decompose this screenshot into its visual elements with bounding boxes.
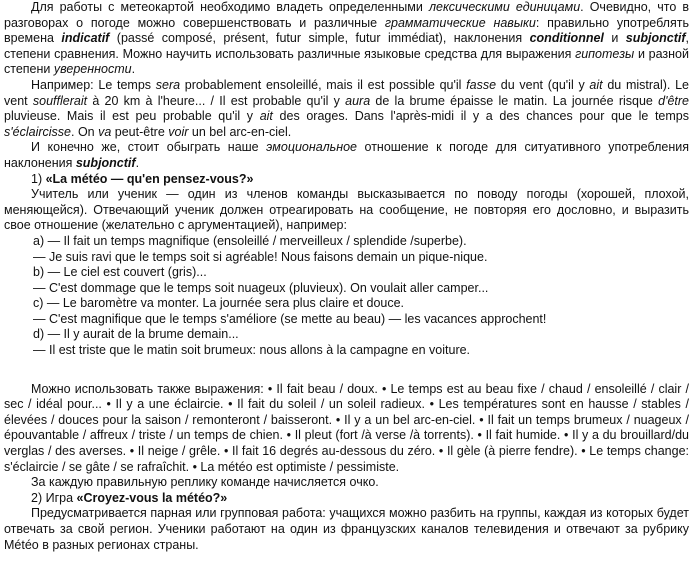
text: peut-être xyxy=(111,124,169,139)
term: subjonctif xyxy=(625,31,686,46)
text: un bel arc-en-ciel. xyxy=(188,124,292,139)
spacer xyxy=(4,359,689,382)
text: . xyxy=(135,155,140,170)
heading-title: «Croyez-vous la météo?» xyxy=(76,490,228,505)
dialogue-line: b) — Le ciel est couvert (gris)... xyxy=(33,265,207,280)
emphasis: s'éclaircisse xyxy=(4,124,71,139)
dialogue-line: c) — Le baromètre va monter. La journée sera plus claire et douce. xyxy=(33,296,405,311)
emphasis: уверенности xyxy=(53,62,132,77)
text: : правильно употреблять времена xyxy=(4,15,689,46)
dialogue-line: — Il est triste que le matin soit brumeux: nous allons à la campagne en voiture. xyxy=(33,343,471,358)
dialogue-line: — Je suis ravi que le temps soit si agréable! Nous faisons demain un pique-nique. xyxy=(33,249,488,264)
paragraph-scoring: За каждую правильную реплику команде начисляется очко. xyxy=(31,475,379,490)
emphasis: voir xyxy=(168,124,189,139)
section-heading-2 xyxy=(4,491,689,507)
dialogue-line: a) — Il fait un temps magnifique (ensoleillé / merveilleux / splendide /superbe). xyxy=(33,233,467,248)
text: à 20 km à l'heure... / Il est probable qu'il y xyxy=(87,93,346,108)
text: du vent (qu'il y xyxy=(496,77,590,92)
paragraph-group-work: Предусматривается парная или групповая работа: учащихся можно разбить на группы, каждая из которых будет отвечать за свой регион. Ученики работают на один из французских каналов телевидения и отвечают за рубрику Météo в разных регионах страны. xyxy=(4,506,689,552)
paragraph-emotional xyxy=(4,140,689,171)
emphasis: эмоциональное xyxy=(266,140,357,155)
heading-title: «La météo — qu'en pensez-vous?» xyxy=(45,171,254,186)
text: . xyxy=(131,62,136,77)
paragraph-expressions: Можно использовать также выражения: • Il fait beau / doux. • Le temps est au beau fixe / chaud / ensoleillé / clair / sec / idéal pour... • Il y a une éclaircie. • Il fait du soleil / un soleil radieux. • Les températures sont en hausse / stables / élevées / douces pour la saison / remonteront / baisseront. • Il y a un bel arc-en-ciel. • Il fait un temps brumeux / nuageux / épouvantable / affreux / triste / un temps de chien. • Il pleut (fort /à verse /à torrents). • Il fait humide. • Il y a du brouillard/du verglas / des averses. • Il neige / grêle. • Il fait 16 degrés au-dessous du zéro. • Il gèle (à pierre fendre). • Le temps change: s'éclaircie / se gâte / se rafraîchit. • La météo est optimiste / pessimiste. xyxy=(4,381,689,474)
text: отношение к погоде для ситуативного употребления наклонения xyxy=(4,140,689,170)
dialogue-line: d) — Il y aurait de la brume demain... xyxy=(33,327,239,342)
emphasis: d'être xyxy=(658,93,690,108)
text: И конечно же, стоит обыграть наше xyxy=(31,140,267,155)
term: indicatif xyxy=(61,31,110,46)
text: Для работы с метеокартой необходимо владеть определенными xyxy=(31,0,429,14)
text: du mistral). Le vent xyxy=(4,77,689,108)
emphasis: лексическими единицами xyxy=(428,0,581,14)
emphasis: va xyxy=(98,124,112,139)
paragraph-game-rules: Учитель или ученик — один из членов команды высказывается по поводу погоды (хорошей, плохой, меняющейся). Отвечающий ученик должен отреагировать на сообщение, не повторяя его дословно, и выразить свое отношение (желательно с аргументацией), например: xyxy=(4,187,689,233)
emphasis: fasse xyxy=(466,77,497,92)
text: de la brume épaisse le matin. La journée risque xyxy=(370,93,659,108)
term: subjonctif xyxy=(75,155,136,170)
paragraph-example xyxy=(4,78,689,140)
paragraph-meteomap-skills xyxy=(4,0,689,78)
heading-number: 1) xyxy=(31,171,46,186)
emphasis: гипотезы xyxy=(575,46,635,61)
emphasis: грамматические навыки xyxy=(384,15,536,30)
text: и разной степени xyxy=(4,46,689,77)
text: des orages. Dans l'après-midi il y a des chances pour que le temps xyxy=(272,109,689,124)
section-heading-1 xyxy=(4,172,689,188)
heading-number: 2) Игра xyxy=(31,490,77,505)
text: . On xyxy=(71,124,99,139)
text: Например: Le temps xyxy=(31,77,156,92)
emphasis: sera xyxy=(155,77,181,92)
emphasis: aura xyxy=(345,93,371,108)
text: . Очевидно, что в разговорах о погоде можно совершенствовать и различные xyxy=(4,0,689,30)
emphasis: ait xyxy=(259,109,273,124)
text: pluvieuse. Mais il est peu probable qu'il y xyxy=(4,109,260,124)
dialogue-line: — C'est magnifique que le temps s'améliore (se mette au beau) — les vacances approchent! xyxy=(33,311,547,326)
dialogue-line: — C'est dommage que le temps soit nuageux (pluvieux). On voulait aller camper... xyxy=(33,280,489,295)
text: probablement ensoleillé, mais il est possible qu'il xyxy=(180,77,467,92)
text: и xyxy=(603,31,626,46)
emphasis: ait xyxy=(589,77,603,92)
text: (passé composé, présent, futur simple, futur immédiat), наклонения xyxy=(109,31,530,46)
emphasis: soufflerait xyxy=(32,93,88,108)
term: conditionnel xyxy=(529,31,604,46)
text: , степени сравнения. Можно научить использовать различные языковые средства для выражения xyxy=(4,31,689,61)
